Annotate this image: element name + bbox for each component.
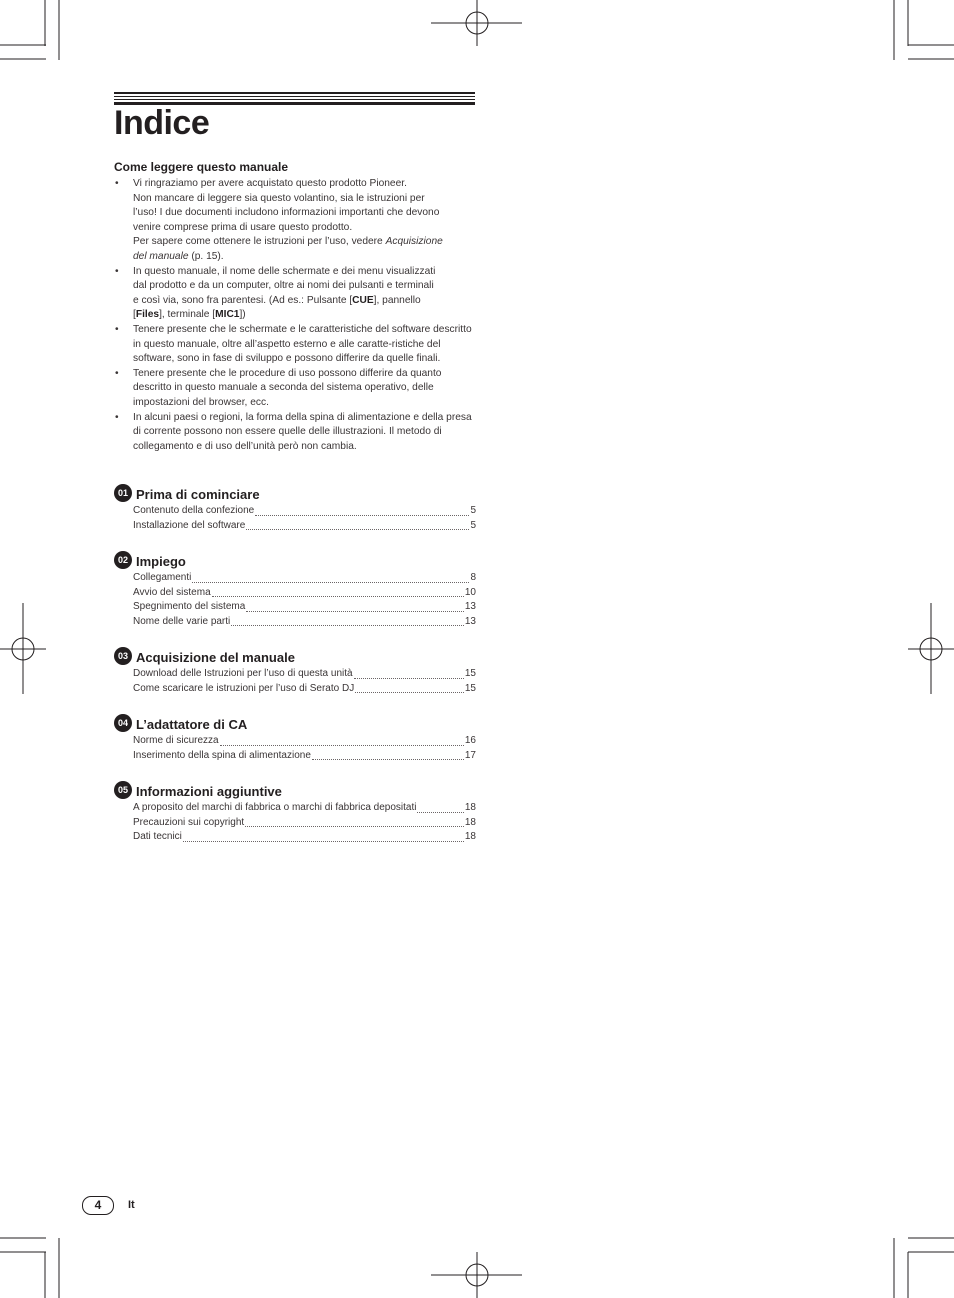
toc-entry[interactable]: Avvio del sistema 10: [133, 586, 476, 601]
toc-section-title: Informazioni aggiuntive: [136, 784, 282, 799]
toc-entry[interactable]: Norme di sicurezza 16: [133, 734, 476, 749]
dot-leader: [312, 749, 464, 761]
toc-entry-list: [114, 571, 476, 629]
toc-page-number: 18: [464, 816, 476, 828]
dot-leader: [231, 615, 464, 627]
dot-leader: [246, 600, 464, 612]
toc-section-05: [114, 781, 476, 845]
toc-page-number: 13: [464, 601, 476, 613]
toc-entry[interactable]: Inserimento della spina di alimentazione 17: [133, 749, 476, 764]
toc-section-title: Impiego: [136, 554, 186, 569]
toc-page-number: 15: [464, 682, 476, 694]
toc-section-header[interactable]: [114, 551, 476, 571]
toc-entry[interactable]: Nome delle varie parti 13: [133, 615, 476, 630]
toc-section-01: [114, 484, 476, 533]
toc-entry[interactable]: Precauzioni sui copyright 18: [133, 816, 476, 831]
toc-page-number: 17: [464, 749, 476, 761]
dot-leader: [183, 830, 464, 842]
dot-leader: [354, 667, 464, 679]
toc-section-header[interactable]: [114, 781, 476, 801]
panel-name: Files: [135, 309, 160, 321]
chapter-number-badge: 02: [114, 551, 132, 569]
toc-page-number: 8: [470, 572, 476, 583]
toc-page-number: 5: [470, 519, 476, 531]
toc-entry[interactable]: Spegnimento del sistema 13: [133, 600, 476, 615]
dot-leader: [212, 586, 464, 598]
bullet-icon: •: [115, 323, 119, 335]
toc-page-number: 16: [464, 735, 476, 746]
page-title: Indice: [114, 104, 210, 142]
bullet-icon: •: [115, 367, 119, 379]
chapter-number-badge: 05: [114, 781, 132, 799]
toc-entry-list: [114, 667, 476, 696]
bullet-icon: •: [115, 411, 119, 423]
toc-entry[interactable]: Come scaricare le istruzioni per l’uso di Serato DJ 15: [133, 682, 476, 697]
intro-bullet-list: [114, 177, 476, 454]
chapter-number-badge: 04: [114, 714, 132, 732]
dot-leader: [255, 504, 469, 516]
intro-section: [114, 160, 476, 454]
toc-page-number: 18: [464, 831, 476, 843]
list-item: • In questo manuale, il nome delle schermate e dei menu visualizzati dal prodotto e da un computer, oltre ai nomi dei pulsanti e terminali e così via, sono fra parentesi. (Ad es.: Pulsante [CUE], pannello [Files], terminale [MIC1]): [115, 265, 436, 321]
toc-section-03: [114, 647, 476, 696]
list-item: • Tenere presente che le schermate e le caratteristiche del software descritto in questo manuale, oltre all’aspetto esterno e alle caratte-ristiche del software, sono in fase di sviluppo e possono differire da quelle finali.: [115, 323, 472, 365]
toc-page-number: 13: [464, 615, 476, 627]
toc-section-title: L’adattatore di CA: [136, 717, 248, 732]
dot-leader: [417, 801, 463, 813]
toc-section-title: Acquisizione del manuale: [136, 650, 295, 665]
chapter-number-badge: 03: [114, 647, 132, 665]
toc-entry[interactable]: Installazione del software 5: [133, 519, 476, 534]
toc-page-number: 10: [464, 586, 476, 598]
toc-section-04: [114, 714, 476, 763]
toc-entry[interactable]: Contenuto della confezione 5: [133, 504, 476, 519]
toc-entry-list: [114, 801, 476, 845]
list-item: • Tenere presente che le procedure di uso possono differire da quanto descritto in questo manuale a seconda del sistema operativo, delle impostazioni del browser, ecc.: [115, 367, 442, 408]
toc-section-header[interactable]: [114, 647, 476, 667]
list-item: • Vi ringraziamo per avere acquistato questo prodotto Pioneer. Non mancare di leggere sia questo volantino, sia le istruzioni per l’uso! I due documenti includono informazioni importanti che devono venire comprese prima di usare questo prodotto. Per sapere come ottenere le istruzioni per l’uso, vedere Acquisizione del manuale (p. 15).: [115, 178, 443, 262]
toc-entry[interactable]: Collegamenti 8: [133, 571, 476, 586]
dot-leader: [245, 816, 464, 828]
toc-section-header[interactable]: [114, 714, 476, 734]
toc-entry[interactable]: A proposito del marchi di fabbrica o marchi di fabbrica depositati 18: [133, 801, 476, 816]
terminal-name: MIC1: [215, 309, 240, 321]
language-code: It: [128, 1199, 135, 1211]
toc-page-number: 5: [470, 505, 476, 516]
toc-section-02: [114, 551, 476, 629]
toc-entry-list: [114, 504, 476, 533]
toc-section-header[interactable]: [114, 484, 476, 504]
cross-reference: Acquisizione: [385, 236, 443, 248]
button-name: CUE: [352, 294, 374, 306]
toc-entry[interactable]: Dati tecnici 18: [133, 830, 476, 845]
dot-leader: [355, 682, 464, 694]
intro-heading: Come leggere questo manuale: [114, 160, 289, 174]
bullet-icon: •: [115, 178, 119, 189]
toc-page-number: 18: [464, 802, 476, 813]
toc-section-title: Prima di cominciare: [136, 487, 260, 502]
toc-entry[interactable]: Download delle Istruzioni per l’uso di questa unità 15: [133, 667, 476, 682]
list-item: • In alcuni paesi o regioni, la forma della spina di alimentazione e della presa di corrente possono non essere quelle delle illustrazioni. Il metodo di collegamento e di uso dell’unità però non cambia.: [115, 411, 472, 452]
toc-page-number: 15: [464, 668, 476, 679]
cross-reference: del manuale: [133, 250, 189, 262]
dot-leader: [220, 734, 464, 746]
dot-leader: [192, 571, 469, 583]
toc-entry-list: [114, 734, 476, 763]
dot-leader: [246, 519, 469, 531]
bullet-icon: •: [115, 265, 119, 277]
chapter-number-badge: 01: [114, 484, 132, 502]
page-number-badge: 4: [82, 1196, 114, 1215]
